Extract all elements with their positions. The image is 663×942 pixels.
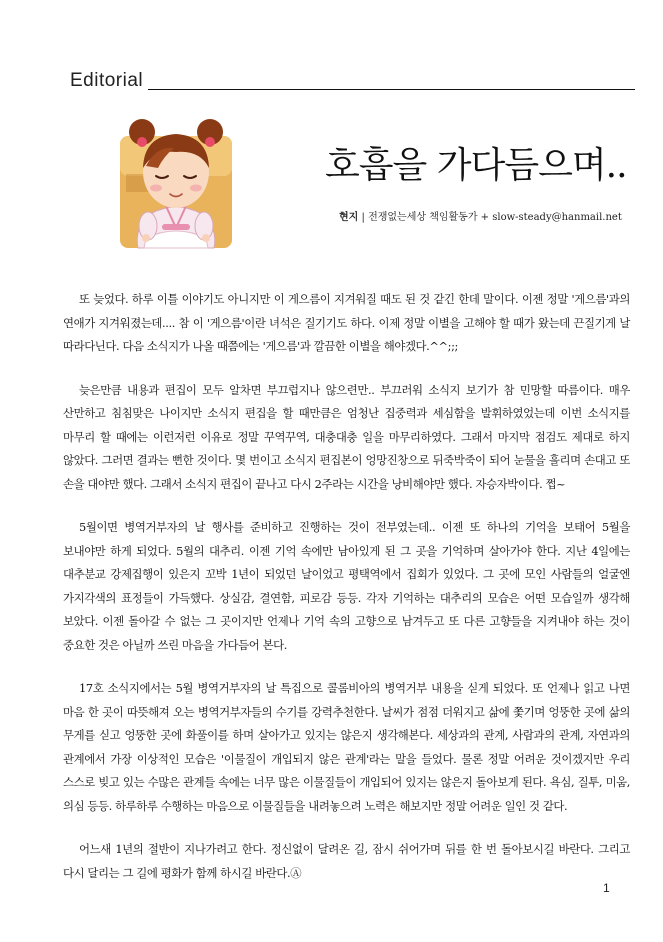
- author-avatar-illustration: [116, 116, 236, 252]
- byline-separator: |: [358, 212, 369, 223]
- paragraph: 어느새 1년의 절반이 지나가려고 한다. 정신없이 달려온 길, 잠시 쉬어가며 뒤를 한 번 돌아보시길 바란다. 그리고 다시 달리는 그 길에 평화가 함께 하시길 바란다.Ⓐ: [63, 842, 630, 880]
- paragraph: 17호 소식지에서는 5월 병역거부자의 날 특집으로 콜롬비아의 병역거부 내용을 싣게 되었다. 또 언제나 읽고 나면 마음 한 곳이 따뜻해져 오는 병역거부자들의 수기를 강력추천한다. 날씨가 점점 더워지고 삶에 쫓기며 엉뚱한 곳에 삶의 무게를 싣고 엉뚱한 곳에 화풀이를 하며 살아가고 있지는 않은지 생각해본다. 세상과의 관계, 사람과의 관계, 자연과의 관계에서 가장 이상적인 모습은 '이물질이 개입되지 않은 관계'라는 말을 들었다. 물론 정말 어려운 것이겠지만 우리 스스로 빚고 있는 수많은 관계들 속에는 너무 많은 이물질들이 개입되어 있지는 않은지 돌아보게 된다. 욕심, 질투, 미움, 의심 등등. 하루하루 수행하는 마음으로 이물질들을 내려놓으려 노력은 해보지만 정말 어려운 일인 것 같다.: [63, 681, 630, 813]
- header-rule: [148, 89, 635, 90]
- article-byline: [339, 208, 622, 223]
- paragraph: 늦은만큼 내용과 편집이 모두 알차면 부끄럽지나 않으련만.. 부끄러워 소식지 보기가 참 민망할 따름이다. 매우 산만하고 침침맞은 나이지만 소식지 편집을 할 때만큼은 엄청난 집중력과 세심함을 발휘하였었는데 이번 소식지를 마무리 할 때에는 이런저런 이유로 정말 꾸역꾸역, 대충대충 일을 마무리하였다. 그래서 마지막 점검도 제대로 하지 않았다. 그러면 결과는 뻔한 것이다. 몇 번이고 소식지 편집본이 엉망진창으로 뒤죽박죽이 되어 눈물을 흘리며 손대고 또 손을 대야만 했다. 그래서 소식지 편집이 끝나고 다시 2주라는 시간을 낭비해야만 했다. 자승자박이다. 쩝~: [63, 382, 630, 491]
- paragraph: 5월이면 병역거부자의 날 행사를 준비하고 진행하는 것이 전부였는데.. 이젠 또 하나의 기억을 보태어 5월을 보내야만 하게 되었다. 5월의 대추리. 이젠 기억 속에만 남아있게 된 그 곳을 기억하며 살아가야 한다. 지난 4일에는 대추분교 강제집행이 있은지 꼬박 1년이 되었던 날이었고 평택역에서 집회가 있었다. 그 곳에 모인 사람들의 얼굴엔 가지각색의 표정들이 가득했다. 상실감, 결연함, 피로감 등등. 각자 기억하는 대추리의 모습은 어떤 모습일까 생각해 보았다. 이젠 돌아갈 수 없는 그 곳이지만 언제나 기억 속의 고향으로 남겨두고 또 다른 고향들을 지켜내야 하는 것이 중요한 것은 아닐까 쓰린 마음을 가다듬어 본다.: [63, 520, 630, 652]
- section-header: [70, 70, 635, 92]
- article-title: 호흡을 가다듬으며..: [325, 145, 627, 186]
- section-label: Editorial: [70, 70, 144, 91]
- article-body: [63, 288, 630, 905]
- author-details: 전쟁없는세상 책임활동가 + slow-steady@hanmail.net: [368, 212, 622, 223]
- author-name: 현지: [339, 212, 359, 223]
- page-number: 1: [603, 881, 610, 895]
- paragraph: 또 늦었다. 하루 이틀 이야기도 아니지만 이 게으름이 지겨워질 때도 된 것 같긴 한데 말이다. 이젠 정말 '게으름'과의 연애가 지겨워졌는데.... 참 이 '게으름'이란 녀석은 질기기도 하다. 이제 정말 이별을 고해야 할 때가 왔는데 끈질기게 날 따라다닌다. 다음 소식지가 나올 때쯤에는 '게으름'과 깔끔한 이별을 해야겠다.^^;;;: [63, 292, 630, 353]
